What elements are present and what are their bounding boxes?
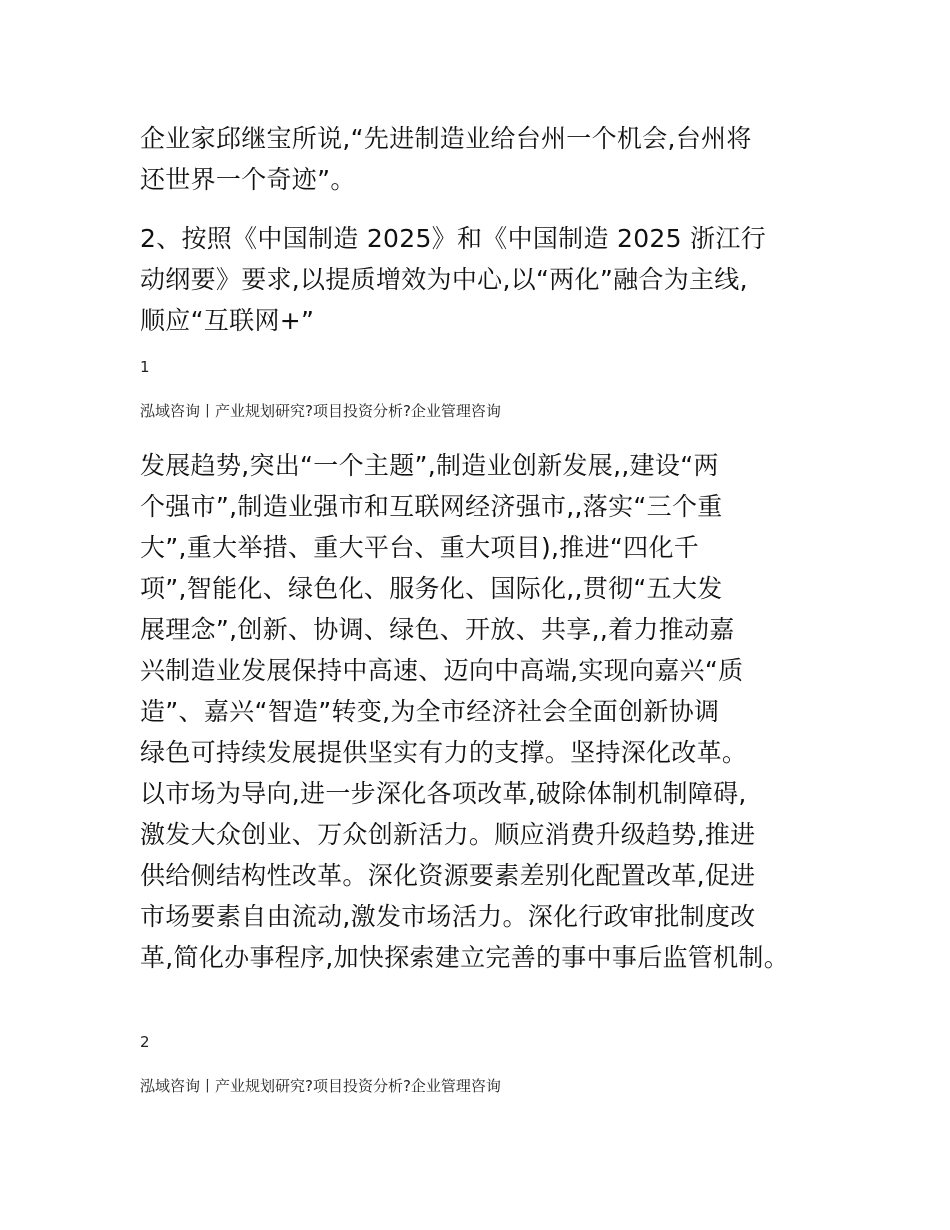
text-line: 还世界一个奇迹”。 bbox=[140, 165, 356, 194]
text-line: 以市场为导向,进一步深化各项改革,破除体制机制障碍, bbox=[140, 779, 747, 808]
text-line: 供给侧结构性改革。深化资源要素差别化配置改革,促进 bbox=[140, 861, 756, 890]
text-line: 激发大众创业、万众创新活力。顺应消费升级趋势,推进 bbox=[140, 820, 756, 849]
text-line: 项”,智能化、绿色化、服务化、国际化,,贯彻“五大发 bbox=[140, 574, 723, 603]
text-line: 顺应“互联网+” bbox=[140, 306, 315, 335]
page-footer: 泓域咨询丨产业规划研究?项目投资分析?企业管理咨询 bbox=[140, 402, 501, 420]
text-line: 兴制造业发展保持中高速、迈向中高端,实现向嘉兴“质 bbox=[140, 656, 744, 685]
page-footer: 泓域咨询丨产业规划研究?项目投资分析?企业管理咨询 bbox=[140, 1077, 501, 1095]
page-number: 2 bbox=[140, 1033, 150, 1051]
text-line: 展理念”,创新、协调、绿色、开放、共享,,着力推动嘉 bbox=[140, 615, 735, 644]
text-line: 动纲要》要求,以提质增效为中心,以“两化”融合为主线, bbox=[140, 265, 748, 294]
text-line: 企业家邱继宝所说,“先进制造业给台州一个机会,台州将 bbox=[140, 124, 752, 153]
second-paragraph bbox=[140, 218, 830, 341]
text-line: 市场要素自由流动,激发市场活力。深化行政审批制度改 bbox=[140, 902, 756, 931]
text-line: 个强市”,制造业强市和互联网经济强市,,落实“三个重 bbox=[140, 492, 723, 521]
main-paragraph bbox=[140, 445, 830, 978]
text-line: 大”,重大举措、重大平台、重大项目),推进“四化千 bbox=[140, 533, 700, 562]
text-line: 2、按照《中国制造 2025》和《中国制造 2025 浙江行 bbox=[140, 224, 766, 253]
text-line: 革,简化办事程序,加快探索建立完善的事中事后监管机制。 bbox=[140, 943, 789, 972]
text-line: 发展趋势,突出“一个主题”,制造业创新发展,,建设“两 bbox=[140, 451, 719, 480]
text-line: 造”、嘉兴“智造”转变,为全市经济社会全面创新协调 bbox=[140, 697, 720, 726]
text-line: 绿色可持续发展提供坚实有力的支撑。坚持深化改革。 bbox=[140, 738, 748, 767]
page-number: 1 bbox=[140, 358, 150, 376]
top-paragraph bbox=[140, 118, 830, 200]
